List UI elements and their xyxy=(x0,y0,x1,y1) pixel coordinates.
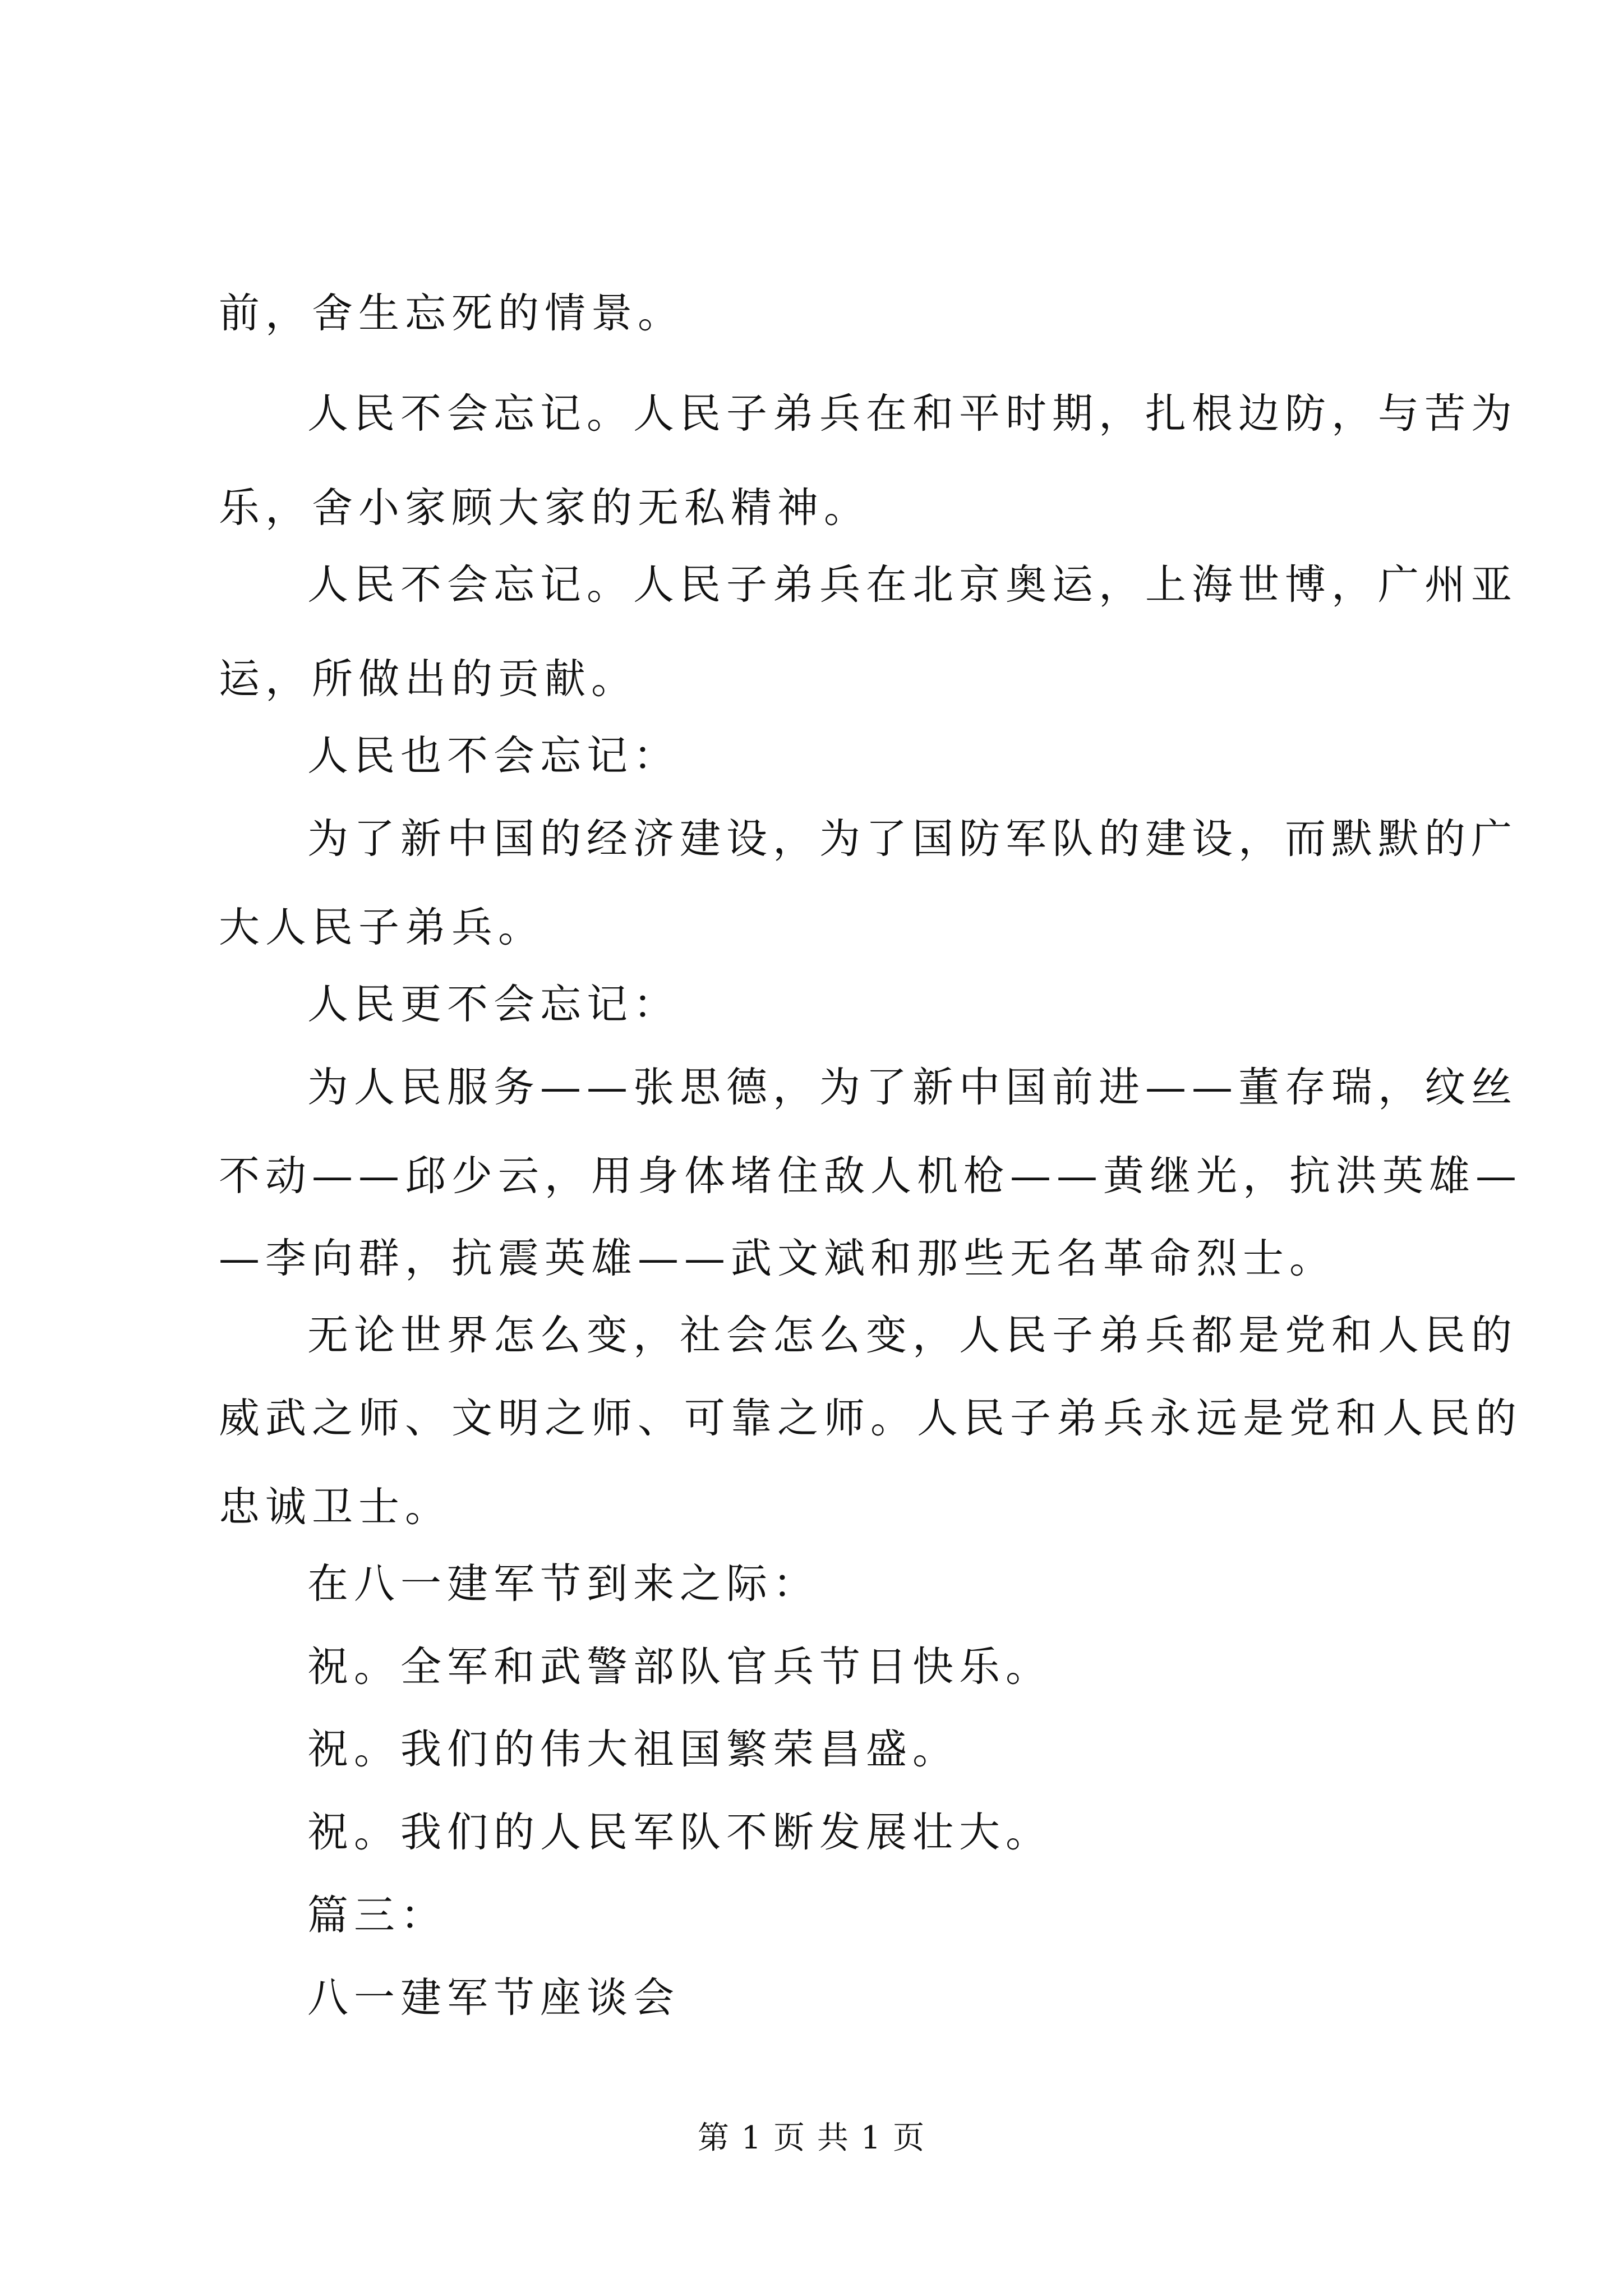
text-line-2: 人民不会忘记。人民子弟兵在和平时期，扎根边防，与苦为 xyxy=(307,390,1518,438)
text-line-1: 前，舍生忘死的情景。 xyxy=(219,289,684,337)
text-line-14: 威武之师、文明之师、可靠之师。人民子弟兵永远是党和人民的 xyxy=(219,1395,1522,1442)
text-line-15: 忠诚卫士。 xyxy=(219,1483,451,1531)
text-line-3: 乐，舍小家顾大家的无私精神。 xyxy=(219,484,870,532)
text-line-5: 运，所做出的贡献。 xyxy=(219,655,638,703)
text-line-7: 为了新中国的经济建设，为了国防军队的建设，而默默的广 xyxy=(307,815,1518,863)
text-line-9: 人民更不会忘记： xyxy=(307,981,680,1028)
text-line-11: 不动——邱少云，用身体堵住敌人机枪——黄继光，抗洪英雄— xyxy=(219,1152,1522,1200)
text-line-6: 人民也不会忘记： xyxy=(307,732,680,780)
page-footer: 第 1 页 共 1 页 xyxy=(697,2120,926,2156)
text-line-8: 大人民子弟兵。 xyxy=(219,904,545,951)
text-line-12: —李向群，抗震英雄——武文斌和那些无名革命烈士。 xyxy=(219,1235,1336,1282)
text-line-17: 祝。全军和武警部队官兵节日快乐。 xyxy=(307,1643,1052,1691)
text-line-13: 无论世界怎么变，社会怎么变，人民子弟兵都是党和人民的 xyxy=(307,1312,1518,1359)
text-line-10: 为人民服务——张思德，为了新中国前进——董存瑞，纹丝 xyxy=(307,1064,1518,1111)
text-line-21: 八一建军节座谈会 xyxy=(307,1974,680,2022)
text-line-19: 祝。我们的人民军队不断发展壮大。 xyxy=(307,1809,1052,1856)
text-line-18: 祝。我们的伟大祖国繁荣昌盛。 xyxy=(307,1726,959,1773)
text-line-20: 篇三： xyxy=(307,1892,447,1939)
text-line-16: 在八一建军节到来之际： xyxy=(307,1560,819,1608)
text-line-4: 人民不会忘记。人民子弟兵在北京奥运，上海世博，广州亚 xyxy=(307,561,1518,609)
